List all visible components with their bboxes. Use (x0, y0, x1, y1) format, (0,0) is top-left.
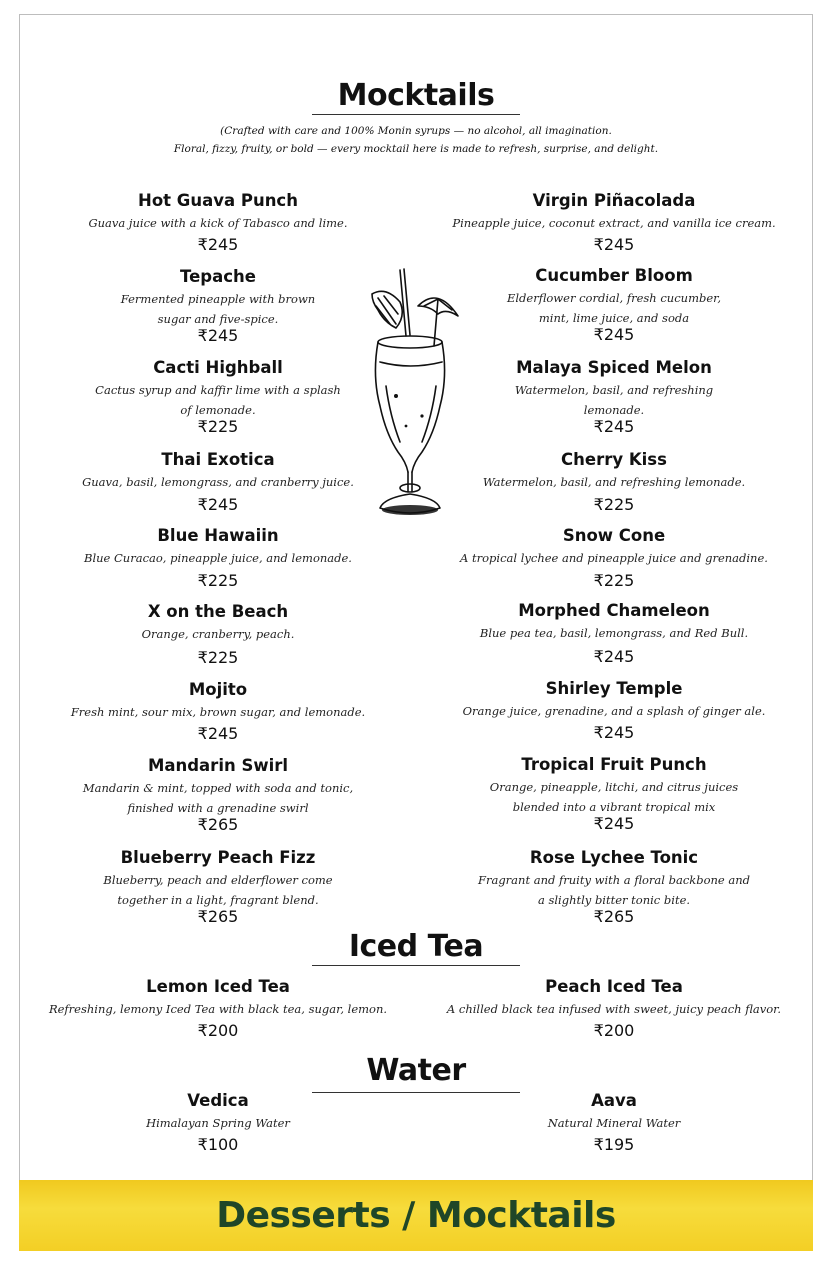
item-name: Virgin Piñacolada (532, 191, 696, 210)
item-name: Blueberry Peach Fizz (120, 848, 316, 867)
item-name: Lemon Iced Tea (146, 977, 290, 996)
item-name: Morphed Chameleon (518, 601, 710, 620)
iced-tea-title: Iced Tea (348, 929, 484, 964)
item-name: Cacti Highball (153, 358, 283, 377)
item-price: ₹265 (197, 907, 239, 926)
item-name: Mandarin Swirl (147, 756, 289, 775)
mocktails-title-rule (312, 114, 520, 115)
item-description: Refreshing, lemony Iced Tea with black tea, sugar, lemon. (48, 1002, 388, 1016)
item-description: Elderflower cordial, fresh cucumber, mint, lime juice, and soda (506, 291, 722, 325)
menu-item (38, 756, 398, 835)
menu-item (38, 1091, 398, 1155)
menu-item (38, 191, 398, 255)
item-name: Thai Exotica (161, 450, 275, 469)
item-name: X on the Beach (147, 602, 289, 621)
item-description: Himalayan Spring Water (146, 1116, 290, 1130)
item-price: ₹200 (593, 1020, 635, 1040)
menu-item (38, 450, 398, 515)
menu-item (434, 191, 794, 255)
item-name: Tepache (180, 267, 256, 286)
item-price: ₹245 (593, 646, 635, 666)
item-description: Watermelon, basil, and refreshing lemonade. (514, 383, 714, 417)
menu-item (38, 602, 398, 668)
item-price: ₹265 (197, 815, 239, 834)
item-price: ₹225 (197, 570, 239, 590)
item-price: ₹245 (197, 326, 239, 345)
menu-item (38, 680, 398, 744)
item-name: Tropical Fruit Punch (521, 755, 707, 774)
item-price: ₹245 (197, 494, 239, 514)
item-description: Guava, basil, lemongrass, and cranberry juice. (82, 475, 354, 489)
item-description: Watermelon, basil, and refreshing lemonade. (482, 475, 746, 489)
item-description: Blue Curacao, pineapple juice, and lemonade. (84, 551, 352, 565)
menu-item (18, 977, 418, 1041)
footer-banner-text: Desserts / Mocktails (216, 1195, 616, 1236)
item-description: Fermented pineapple with brown sugar and five-spice. (120, 292, 316, 326)
item-description: Blueberry, peach and elderflower come together in a light, fragrant blend. (103, 873, 333, 907)
mocktails-intro-line2: Floral, fizzy, fruity, or bold — every mocktail here is made to refresh, surprise, and delight. (173, 143, 659, 155)
item-price: ₹245 (593, 234, 635, 254)
menu-item (434, 679, 794, 743)
menu-item (434, 601, 794, 667)
item-price: ₹225 (593, 570, 635, 590)
item-description: Natural Mineral Water (547, 1116, 681, 1130)
menu-item (38, 267, 398, 346)
mocktails-intro-line1: (Crafted with care and 100% Monin syrups — no alcohol, all imagination. (220, 125, 612, 137)
menu-item (434, 450, 794, 515)
item-price: ₹100 (197, 1134, 239, 1154)
item-description: Orange, pineapple, litchi, and citrus juices blended into a vibrant tropical mix (489, 780, 739, 814)
item-price: ₹225 (197, 647, 239, 667)
item-price: ₹245 (197, 723, 239, 743)
item-price: ₹245 (593, 325, 635, 344)
item-price: ₹225 (593, 494, 635, 514)
iced-tea-title-rule (312, 965, 520, 966)
item-description: Fragrant and fruity with a floral backbone and a slightly bitter tonic bite. (477, 873, 751, 907)
item-description: A chilled black tea infused with sweet, juicy peach flavor. (446, 1002, 782, 1016)
menu-item (414, 977, 814, 1041)
item-description: Pineapple juice, coconut extract, and vanilla ice cream. (452, 216, 776, 230)
cocktail-glass-illustration (366, 266, 476, 524)
water-title: Water (366, 1053, 466, 1088)
item-price: ₹245 (593, 417, 635, 436)
item-name: Shirley Temple (545, 679, 683, 698)
menu-item (434, 266, 794, 345)
menu-item (434, 848, 794, 927)
item-price: ₹195 (593, 1134, 635, 1154)
item-name: Hot Guava Punch (138, 191, 298, 210)
item-name: Blue Hawaiin (157, 526, 279, 545)
item-price: ₹265 (593, 907, 635, 926)
item-name: Snow Cone (562, 526, 666, 545)
item-name: Rose Lychee Tonic (529, 848, 699, 867)
item-name: Cherry Kiss (561, 450, 667, 469)
mocktails-title: Mocktails (337, 78, 495, 113)
menu-item (38, 848, 398, 927)
item-price: ₹245 (593, 722, 635, 742)
menu-item (434, 755, 794, 834)
menu-item (434, 358, 794, 437)
item-name: Cucumber Bloom (535, 266, 693, 285)
item-description: Blue pea tea, basil, lemongrass, and Red Bull. (479, 626, 749, 640)
item-price: ₹200 (197, 1020, 239, 1040)
item-description: Mandarin & mint, topped with soda and tonic, finished with a grenadine swirl (82, 781, 354, 815)
item-description: A tropical lychee and pineapple juice and grenadine. (460, 551, 768, 565)
item-price: ₹245 (593, 814, 635, 833)
item-name: Aava (591, 1091, 637, 1110)
item-description: Cactus syrup and kaffir lime with a splash of lemonade. (95, 383, 341, 417)
item-name: Peach Iced Tea (545, 977, 683, 996)
item-description: Orange juice, grenadine, and a splash of ginger ale. (462, 704, 766, 718)
item-name: Vedica (187, 1091, 249, 1110)
item-description: Orange, cranberry, peach. (141, 627, 295, 641)
menu-item (434, 526, 794, 591)
menu-item (434, 1091, 794, 1155)
menu-item (38, 358, 398, 437)
menu-item (38, 526, 398, 591)
item-price: ₹245 (197, 234, 239, 254)
item-price: ₹225 (197, 417, 239, 436)
item-description: Fresh mint, sour mix, brown sugar, and lemonade. (70, 705, 366, 719)
item-name: Malaya Spiced Melon (516, 358, 712, 377)
item-description: Guava juice with a kick of Tabasco and lime. (88, 216, 348, 230)
item-name: Mojito (188, 680, 248, 699)
